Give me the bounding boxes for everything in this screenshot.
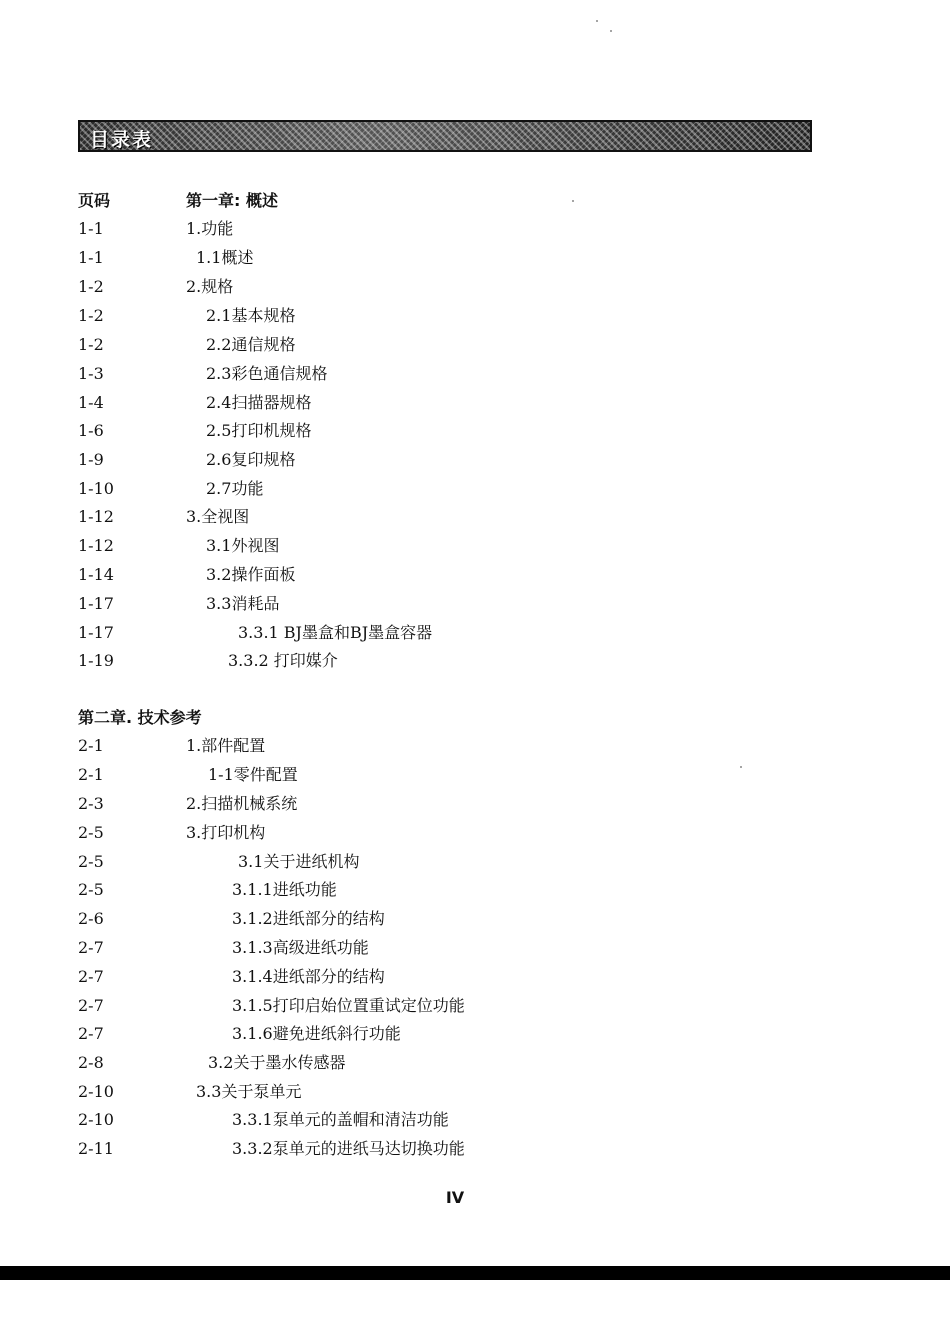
toc-row: [0, 906, 950, 932]
toc-page: 2-7: [78, 938, 104, 957]
toc-row: [0, 791, 950, 817]
toc-entry: 3.打印机构: [186, 823, 266, 842]
page-number: IV: [445, 1188, 465, 1207]
chapter2-title: 第二章. 技术参考: [78, 708, 202, 727]
toc-row: [0, 303, 950, 329]
toc-title-bar: [78, 120, 812, 152]
toc-entry: 3.1.3高级进纸功能: [232, 938, 369, 957]
toc-page: 1-9: [78, 450, 104, 469]
toc-page: 1-4: [78, 393, 104, 412]
toc-entry: 1.部件配置: [186, 736, 266, 755]
toc-entry: 3.3.1 BJ墨盒和BJ墨盒容器: [238, 623, 433, 642]
toc-row: [0, 1050, 950, 1076]
toc-row: [0, 1107, 950, 1133]
toc-entry: 2.7功能: [206, 479, 264, 498]
toc-entry: 3.1外视图: [206, 536, 280, 555]
toc-row: [0, 390, 950, 416]
toc-entry: 2.3彩色通信规格: [206, 364, 328, 383]
toc-entry: 3.1.2进纸部分的结构: [232, 909, 385, 928]
toc-row: [0, 562, 950, 588]
toc-row: [0, 733, 950, 759]
chapter1-title: 第一章: 概述: [186, 191, 278, 210]
toc-row: [0, 591, 950, 617]
toc-page: 2-7: [78, 996, 104, 1015]
toc-entry: 2.1基本规格: [206, 306, 296, 325]
toc-entry: 3.3.2泵单元的进纸马达切换功能: [232, 1139, 465, 1158]
page-column-header: 页码: [78, 191, 111, 210]
toc-page: 2-1: [78, 736, 104, 755]
toc-entry: 3.1.4进纸部分的结构: [232, 967, 385, 986]
toc-entry: 3.1关于进纸机构: [238, 852, 360, 871]
toc-row: [0, 820, 950, 846]
toc-page: 1-19: [78, 651, 114, 670]
toc-entry: 1.1概述: [196, 248, 254, 267]
toc-page: 2-3: [78, 794, 104, 813]
toc-column-headers: [0, 188, 950, 214]
toc-entry: 3.2关于墨水传感器: [208, 1053, 346, 1072]
toc-entry: 3.3.1泵单元的盖帽和清洁功能: [232, 1110, 449, 1129]
toc-row: [0, 1136, 950, 1162]
toc-page: 2-8: [78, 1053, 104, 1072]
toc-page: 2-5: [78, 880, 104, 899]
toc-entry: 3.3关于泵单元: [196, 1082, 302, 1101]
toc-row: [0, 447, 950, 473]
toc-entry: 3.1.6避免进纸斜行功能: [232, 1024, 401, 1043]
toc-row: [0, 476, 950, 502]
toc-row: [0, 849, 950, 875]
toc-row: [0, 361, 950, 387]
toc-page: 1-1: [78, 219, 104, 238]
toc-row: [0, 216, 950, 242]
toc-entry: 2.6复印规格: [206, 450, 296, 469]
toc-entry: 3.3.2 打印媒介: [228, 651, 338, 670]
bottom-scan-border: [0, 1266, 950, 1280]
toc-entry: 1.功能: [186, 219, 234, 238]
scan-speck: [610, 30, 612, 32]
toc-page: 2-5: [78, 823, 104, 842]
toc-entry: 1-1零件配置: [208, 765, 298, 784]
toc-row: [0, 274, 950, 300]
toc-entry: 2.5打印机规格: [206, 421, 312, 440]
toc-entry: 3.全视图: [186, 507, 250, 526]
toc-row: [0, 504, 950, 530]
toc-row: [0, 993, 950, 1019]
toc-page: 1-2: [78, 277, 104, 296]
toc-page: 2-6: [78, 909, 104, 928]
toc-row: [0, 620, 950, 646]
toc-page: 1-10: [78, 479, 114, 498]
toc-page: 2-1: [78, 765, 104, 784]
toc-entry: 3.3消耗品: [206, 594, 280, 613]
toc-entry: 3.2操作面板: [206, 565, 296, 584]
toc-entry: 2.4扫描器规格: [206, 393, 312, 412]
toc-entry: 2.2通信规格: [206, 335, 296, 354]
toc-page: 2-10: [78, 1082, 114, 1101]
toc-row: [0, 332, 950, 358]
toc-page: 2-7: [78, 967, 104, 986]
toc-page: 1-3: [78, 364, 104, 383]
toc-page: 2-11: [78, 1139, 114, 1158]
scan-speck: [740, 766, 742, 768]
toc-entry: 2.规格: [186, 277, 234, 296]
toc-page: 1-6: [78, 421, 104, 440]
toc-page: 2-7: [78, 1024, 104, 1043]
toc-page: 1-14: [78, 565, 114, 584]
toc-row: [0, 964, 950, 990]
toc-page: 1-17: [78, 623, 114, 642]
toc-page: 1-12: [78, 536, 114, 555]
toc-page: 1-17: [78, 594, 114, 613]
scan-speck: [572, 200, 574, 202]
toc-title: 目录表: [90, 129, 154, 151]
scan-speck: [596, 20, 598, 22]
toc-page: 1-1: [78, 248, 104, 267]
toc-page: 2-5: [78, 852, 104, 871]
toc-row: [0, 648, 950, 674]
toc-row: [0, 762, 950, 788]
toc-entry: 2.扫描机械系统: [186, 794, 298, 813]
toc-row: [0, 533, 950, 559]
toc-row: [0, 245, 950, 271]
toc-row: [0, 418, 950, 444]
toc-entry: 3.1.1进纸功能: [232, 880, 337, 899]
toc-row: [0, 1021, 950, 1047]
toc-row: [0, 1079, 950, 1105]
toc-page: 2-10: [78, 1110, 114, 1129]
toc-row: [0, 935, 950, 961]
toc-page: 1-2: [78, 306, 104, 325]
toc-page: 1-2: [78, 335, 104, 354]
toc-page: 1-12: [78, 507, 114, 526]
toc-entry: 3.1.5打印启始位置重试定位功能: [232, 996, 465, 1015]
toc-row: [0, 877, 950, 903]
